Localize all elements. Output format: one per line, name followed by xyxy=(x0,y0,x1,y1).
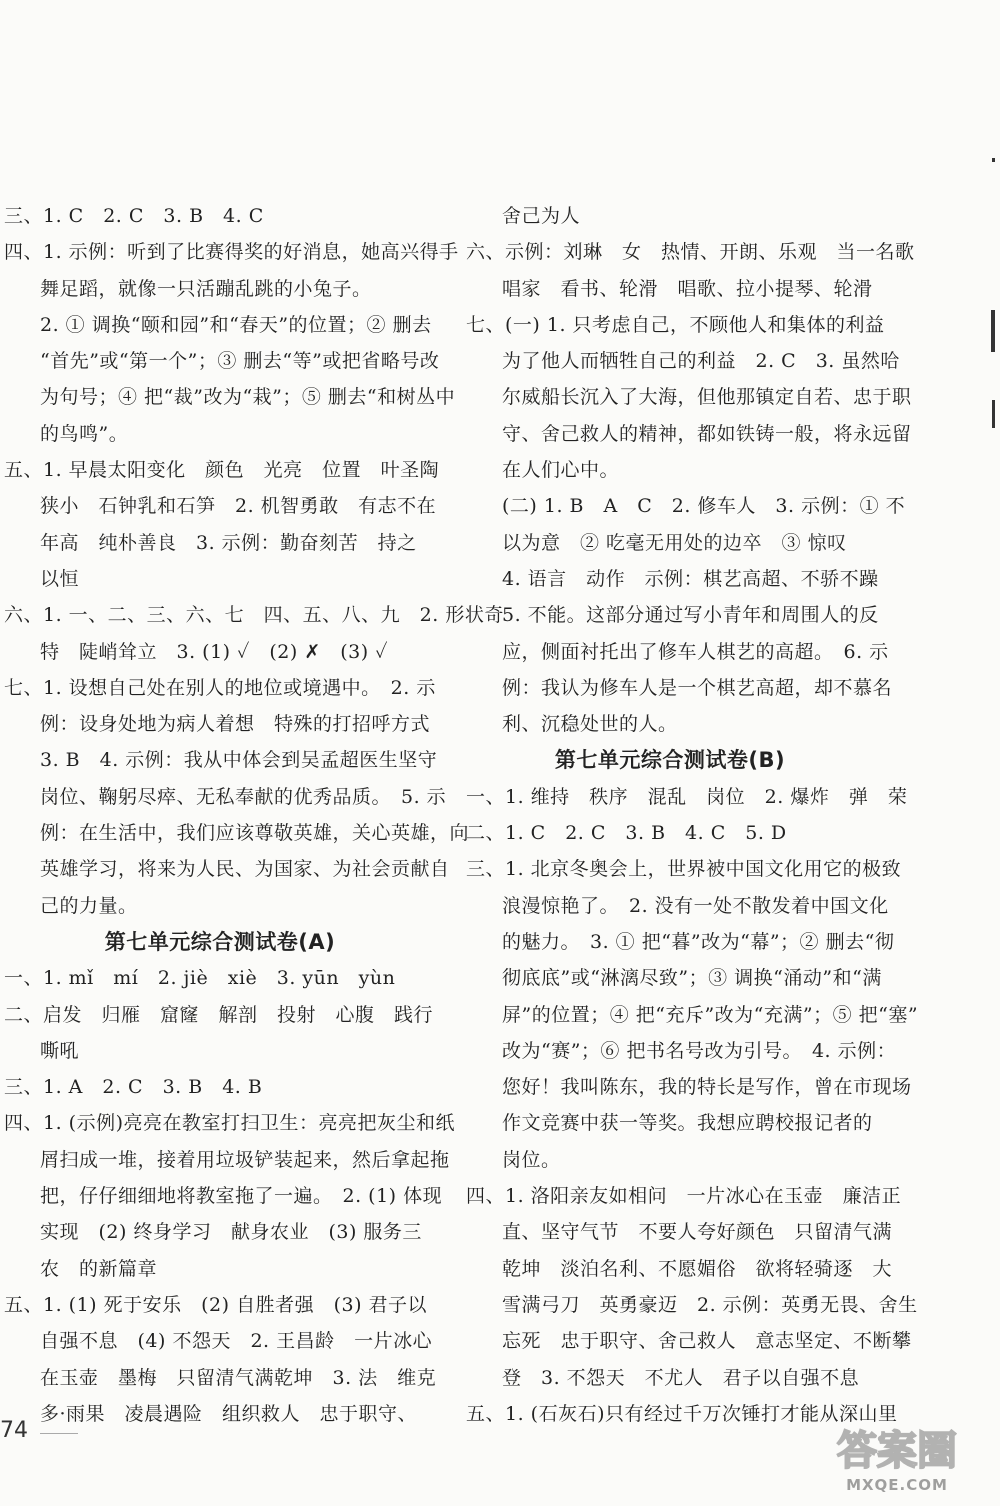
answer-line: 五、1. (石灰石)只有经过千万次锤打才能从深山里 xyxy=(466,1402,898,1425)
answer-line: 五、1. 早晨太阳变化 颜色 光亮 位置 叶圣陶 xyxy=(4,459,440,482)
answer-line: 多·雨果 凌晨遇险 组织救人 忠于职守、 xyxy=(40,1402,418,1425)
edge-mark xyxy=(992,400,995,428)
answer-line: 为了他人而牺牲自己的利益 2. C 3. 虽然哈 xyxy=(502,350,900,373)
answer-line: 在人们心中。 xyxy=(502,459,620,482)
answer-line: 忘死 忠于职守、舍己救人 意志坚定、不断攀 xyxy=(502,1330,912,1353)
edge-mark xyxy=(991,310,995,352)
answer-line: 应，侧面衬托出了修车人棋艺的高超。 6. 示 xyxy=(502,640,889,663)
answer-line: 嘶吼 xyxy=(40,1039,80,1062)
answer-line: 彻底底”或“淋漓尽致”；③ 调换“涌动”和“满 xyxy=(502,967,882,990)
section-heading: 第七单元综合测试卷(A) xyxy=(104,929,336,954)
answer-line: 的鸟鸣”。 xyxy=(40,422,129,445)
answer-line: 改为“赛”；⑥ 把书名号改为引号。 4. 示例： xyxy=(502,1039,897,1062)
answer-line: 例：设身处地为病人着想 特殊的打招呼方式 xyxy=(40,713,431,736)
answer-line: 七、(一) 1. 只考虑自己，不顾他人和集体的利益 xyxy=(466,313,885,336)
answer-line: 登 3. 不怨天 不尤人 君子以自强不息 xyxy=(502,1366,860,1389)
watermark xyxy=(822,1416,972,1498)
answer-line: 作文竞赛中获一等奖。我想应聘校报记者的 xyxy=(502,1112,873,1135)
answer-line: 五、1. (1) 死于安乐 (2) 自胜者强 (3) 君子以 xyxy=(4,1293,428,1316)
answer-line: 利、沉稳处世的人。 xyxy=(502,713,678,736)
answer-line: 把，仔仔细细地将教室拖了一遍。 2. (1) 体现 xyxy=(40,1185,443,1208)
left-column xyxy=(4,198,504,1432)
answer-line: 四、1. 洛阳亲友如相问 一片冰心在玉壶 廉洁正 xyxy=(466,1185,902,1208)
answer-line: 六、示例：刘琳 女 热情、开朗、乐观 当一名歌 xyxy=(466,241,915,264)
answer-line: 年高 纯朴善良 3. 示例：勤奋刻苦 持之 xyxy=(40,531,417,554)
answer-line: 屏”的位置；④ 把“充斥”改为“充满”；⑤ 把“塞” xyxy=(502,1003,919,1026)
answer-line: 一、1. 维持 秩序 混乱 岗位 2. 爆炸 弹 荣 xyxy=(466,785,908,808)
answer-line: 三、1. A 2. C 3. B 4. B xyxy=(4,1076,263,1099)
answer-line: 四、1. 示例：听到了比赛得奖的好消息，她高兴得手 xyxy=(4,241,459,264)
answer-line: 以恒 xyxy=(40,567,80,590)
answer-line: 自强不息 (4) 不怨天 2. 王昌龄 一片冰心 xyxy=(40,1330,433,1353)
answer-line: 四、1. (示例)亮亮在教室打扫卫生：亮亮把灰尘和纸 xyxy=(4,1112,455,1135)
answer-line: (二) 1. B A C 2. 修车人 3. 示例：① 不 xyxy=(502,495,906,518)
answer-line: 舞足蹈，就像一只活蹦乱跳的小兔子。 xyxy=(40,277,372,300)
section-heading: 第七单元综合测试卷(B) xyxy=(554,748,786,773)
edge-mark xyxy=(992,158,995,162)
answer-line: 农 的新篇章 xyxy=(40,1257,158,1280)
answer-line: 屑扫成一堆，接着用垃圾铲装起来，然后拿起拖 xyxy=(40,1148,450,1171)
answer-line: 3. B 4. 示例：我从中体会到吴孟超医生坚守 xyxy=(40,749,438,772)
answer-line: 三、1. C 2. C 3. B 4. C xyxy=(4,205,264,227)
answer-line: 实现 (2) 终身学习 献身农业 (3) 服务三 xyxy=(40,1221,422,1244)
answer-line: 在玉壶 墨梅 只留清气满乾坤 3. 法 维克 xyxy=(40,1366,437,1389)
answer-line: 二、1. C 2. C 3. B 4. C 5. D xyxy=(466,822,787,845)
page-number: 74 xyxy=(0,1418,28,1443)
answer-line: 雪满弓刀 英勇豪迈 2. 示例：英勇无畏、舍生 xyxy=(502,1293,918,1316)
answer-line: 三、1. 北京冬奥会上，世界被中国文化用它的极致 xyxy=(466,858,902,881)
watermark-url: MXQE.COM xyxy=(846,1476,948,1494)
answer-line: 5. 不能。这部分通过写小青年和周围人的反 xyxy=(502,604,879,627)
answer-line: “首先”或“第一个”；③ 删去“等”或把省略号改 xyxy=(40,350,440,373)
answer-line: 直、坚守气节 不要人夸好颜色 只留清气满 xyxy=(502,1221,893,1244)
answer-line: 英雄学习，将来为人民、为国家、为社会贡献自 xyxy=(40,858,450,881)
answer-line: 岗位、鞠躬尽瘁、无私奉献的优秀品质。 5. 示 xyxy=(40,785,447,808)
answer-line: 乾坤 淡泊名利、不愿媚俗 欲将轻骑逐 大 xyxy=(502,1257,893,1280)
right-column xyxy=(466,198,919,1432)
answer-line: 为句号；④ 把“裁”改为“栽”；⑤ 删去“和树丛中 xyxy=(40,386,456,409)
answer-line: 守、舍己救人的精神，都如铁铸一般，将永远留 xyxy=(502,422,912,445)
answer-line: 己的力量。 xyxy=(40,894,138,917)
answer-line: 您好！我叫陈东，我的特长是写作，曾在市现场 xyxy=(502,1076,912,1099)
answer-line: 例：我认为修车人是一个棋艺高超，却不慕名 xyxy=(502,676,893,699)
answer-line: 二、启发 归雁 窟窿 解剖 投射 心腹 践行 xyxy=(4,1003,434,1026)
watermark-logo: 答案圈 xyxy=(837,1428,957,1474)
answer-line: 尔威船长沉入了大海，但他那镇定自若、忠于职 xyxy=(502,386,912,409)
answer-line: 唱家 看书、轮滑 唱歌、拉小提琴、轮滑 xyxy=(502,277,873,300)
answer-line: 岗位。 xyxy=(502,1148,561,1171)
answer-line: 4. 语言 动作 示例：棋艺高超、不骄不躁 xyxy=(502,567,879,590)
answer-line: 2. ① 调换“颐和园”和“春天”的位置；② 删去 xyxy=(40,313,432,336)
answer-line: 的魅力。 3. ① 把“暮”改为“幕”；② 删去“彻 xyxy=(502,930,895,953)
answer-line: 七、1. 设想自己处在别人的地位或境遇中。 2. 示 xyxy=(4,676,436,699)
answer-line: 以为意 ② 吃毫无用处的边卒 ③ 惊叹 xyxy=(502,531,847,554)
answer-line: 一、1. mǐ mí 2. jiè xiè 3. yūn yùn xyxy=(4,967,396,990)
answer-line: 狭小 石钟乳和石笋 2. 机智勇敢 有志不在 xyxy=(40,495,437,518)
answer-line: 六、1. 一、二、三、六、七 四、五、八、九 2. 形状奇 xyxy=(4,604,504,627)
answer-line: 舍己为人 xyxy=(502,205,581,227)
page-number-rule xyxy=(40,1433,78,1434)
answer-line: 例：在生活中，我们应该尊敬英雄，关心英雄，向 xyxy=(40,822,470,845)
watermark-logo-icon xyxy=(822,1420,972,1476)
answer-line: 特 陡峭耸立 3. (1) ✓ (2) ✗ (3) ✓ xyxy=(40,640,388,663)
answer-line: 浪漫惊艳了。 2. 没有一处不散发着中国文化 xyxy=(502,894,889,917)
